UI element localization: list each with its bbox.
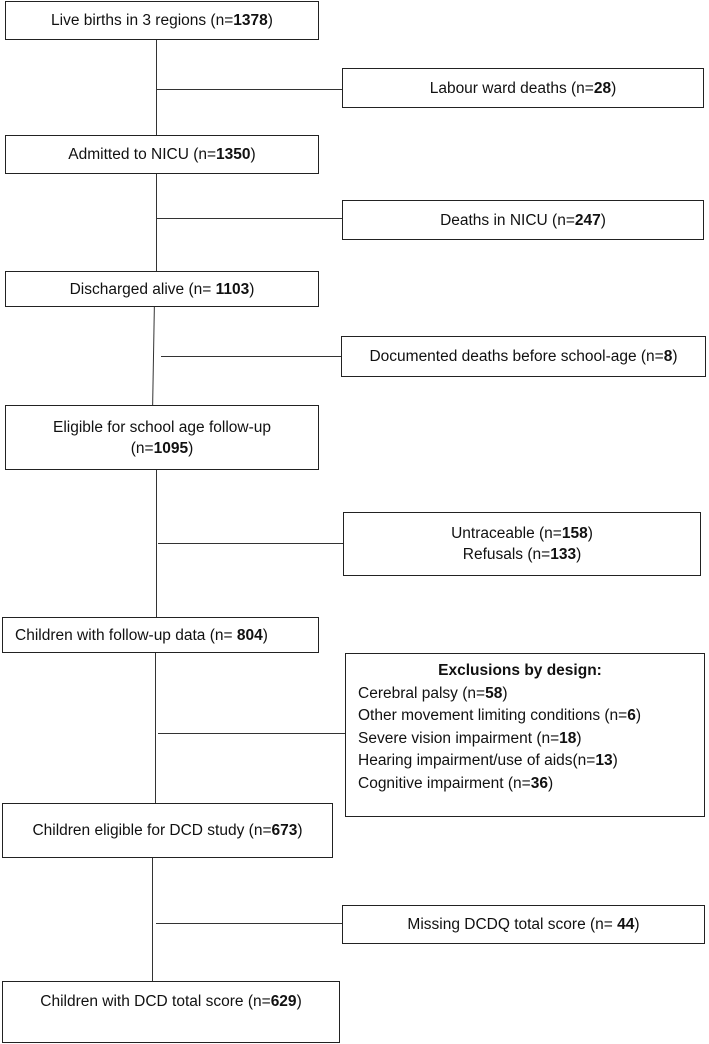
box-untraceable-refusals xyxy=(343,512,701,576)
exclusion-movement-limiting: Other movement limiting conditions (n=6) xyxy=(358,707,642,724)
branch-labour-ward-deaths xyxy=(156,89,342,90)
box-discharged-alive xyxy=(5,271,319,307)
box-deaths-nicu xyxy=(342,200,704,240)
branch-missing-dcdq xyxy=(156,923,342,924)
box-eligible-follow-up-line1: Eligible for school age follow-up xyxy=(53,418,271,436)
box-eligible-dcd-text: Children eligible for DCD study (n=673) xyxy=(32,822,303,839)
box-dcd-total-score xyxy=(2,981,340,1043)
exclusion-cognitive-impairment: Cognitive impairment (n=36) xyxy=(358,774,554,792)
box-labour-ward-deaths xyxy=(342,68,704,108)
exclusions-header: Exclusions by design: xyxy=(438,662,602,679)
box-missing-dcdq-text: Missing DCDQ total score (n= 44) xyxy=(407,916,640,933)
connector-6-7 xyxy=(152,857,153,982)
box-exclusions-by-design xyxy=(345,653,705,817)
box-discharged-alive-text: Discharged alive (n= 1103) xyxy=(69,280,255,298)
connector-1-2 xyxy=(156,39,157,135)
box-follow-up-data xyxy=(2,617,319,653)
box-deaths-nicu-text: Deaths in NICU (n=247) xyxy=(440,211,606,229)
box-eligible-follow-up xyxy=(5,405,319,470)
box-eligible-follow-up-line2: (n=1095) xyxy=(130,439,194,457)
box-deaths-before-school-age xyxy=(341,336,706,377)
untraceable-line: Untraceable (n=158) xyxy=(451,525,593,542)
box-deaths-before-school-age-text: Documented deaths before school-age (n=8) xyxy=(369,348,678,365)
box-admitted-nicu xyxy=(5,135,319,174)
branch-exclusions xyxy=(158,733,345,734)
box-labour-ward-deaths-text: Labour ward deaths (n=28) xyxy=(429,79,617,97)
connector-3-4 xyxy=(152,306,155,406)
box-follow-up-data-text: Children with follow-up data (n= 804) xyxy=(15,626,268,644)
box-missing-dcdq xyxy=(342,905,705,944)
box-dcd-total-score-text: Children with DCD total score (n=629) xyxy=(40,993,302,1010)
exclusion-vision-impairment: Severe vision impairment (n=18) xyxy=(358,729,582,747)
connector-2-3 xyxy=(156,173,157,272)
box-eligible-dcd xyxy=(2,803,333,858)
exclusion-hearing-impairment: Hearing impairment/use of aids(n=13) xyxy=(358,752,618,769)
connector-5-6 xyxy=(155,652,156,804)
refusals-line: Refusals (n=133) xyxy=(462,546,582,563)
box-admitted-nicu-text: Admitted to NICU (n=1350) xyxy=(68,146,256,163)
branch-untraceable-refusals xyxy=(158,543,343,544)
branch-deaths-school-age xyxy=(161,356,341,357)
box-live-births-text: Live births in 3 regions (n=1378) xyxy=(51,12,273,29)
box-live-births xyxy=(5,1,319,40)
exclusion-cerebral-palsy: Cerebral palsy (n=58) xyxy=(358,684,508,702)
branch-deaths-nicu xyxy=(156,218,342,219)
